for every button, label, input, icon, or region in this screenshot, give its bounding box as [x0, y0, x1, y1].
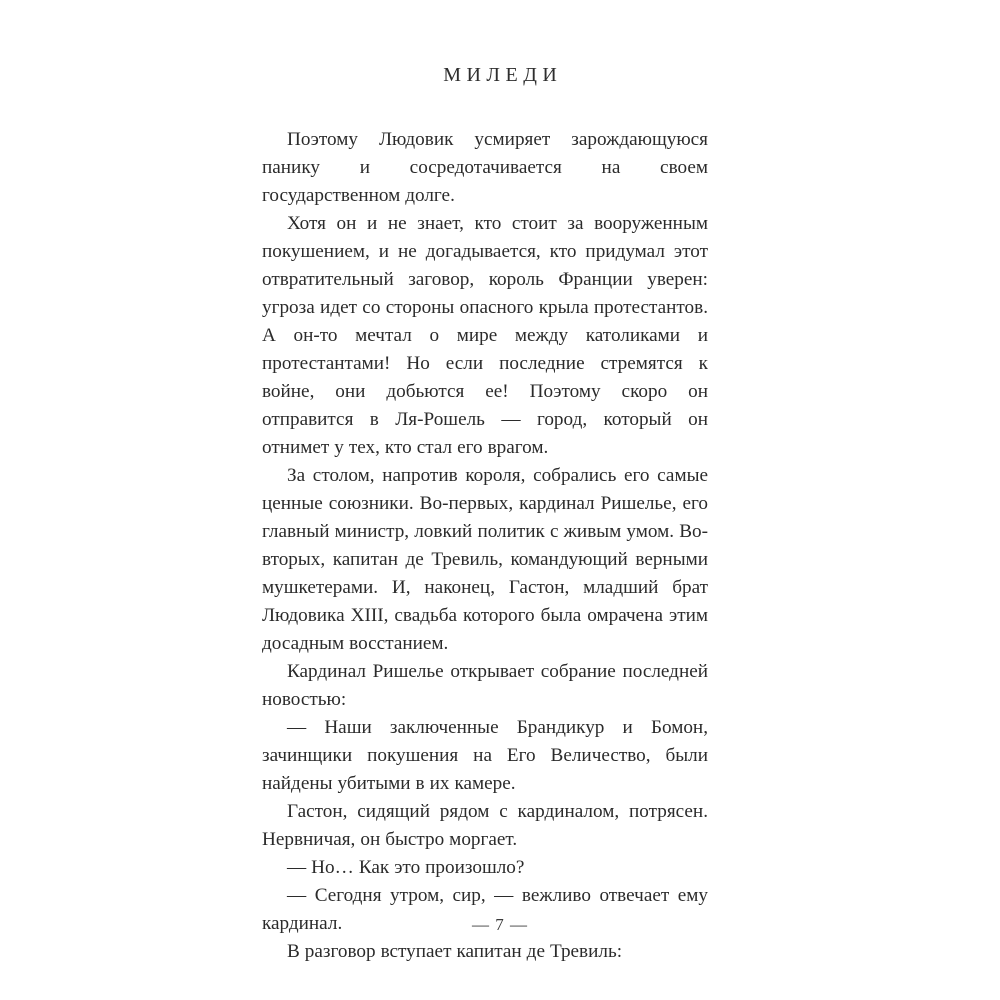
paragraph: Гастон, сидящий рядом с кардиналом, потрясен. Нервничая, он быстро моргает.	[262, 801, 708, 850]
paragraph: В разговор вступает капитан де Тревиль:	[287, 941, 623, 962]
paragraph: За столом, напротив короля, собрались его самые ценные союзники. Во-первых, кардинал Ришелье, его главный министр, ловкий политик с живым умом. Во-вторых, капитан де Тревиль, командующий верными мушкетерами. И, наконец, Гастон, младший брат Людовика XIII, свадьба которого была омрачена этим досадным восстанием.	[262, 465, 708, 654]
dialogue-paragraph: — Наши заключенные Брандикур и Бомон, зачинщики покушения на Его Величество, были найдены убитыми в их камере.	[262, 717, 708, 794]
dialogue-paragraph: — Сегодня утром, сир, — вежливо отвечает ему кардинал.	[262, 885, 708, 934]
dialogue-paragraph: — Но… Как это произошло?	[287, 857, 525, 878]
running-head: МИЛЕДИ	[443, 64, 563, 86]
page-number: — 7 —	[472, 915, 528, 934]
paragraph: Поэтому Людовик усмиряет зарождающуюся панику и сосредотачивается на своем государственном долге.	[262, 129, 708, 206]
paragraph: Хотя он и не знает, кто стоит за вооруженным покушением, и не догадывается, кто придумал этот отвратительный заговор, король Франции уверен: угроза идет со стороны опасного крыла протестантов. А он-то мечтал о мире между католиками и протестантами! Но если последние стремятся к войне, они добьются ее! Поэтому скоро он отправится в Ля-Рошель — город, который он отнимет у тех, кто стал его врагом.	[262, 213, 708, 458]
body-text-block	[262, 126, 708, 966]
paragraph: Кардинал Ришелье открывает собрание последней новостью:	[262, 661, 708, 710]
